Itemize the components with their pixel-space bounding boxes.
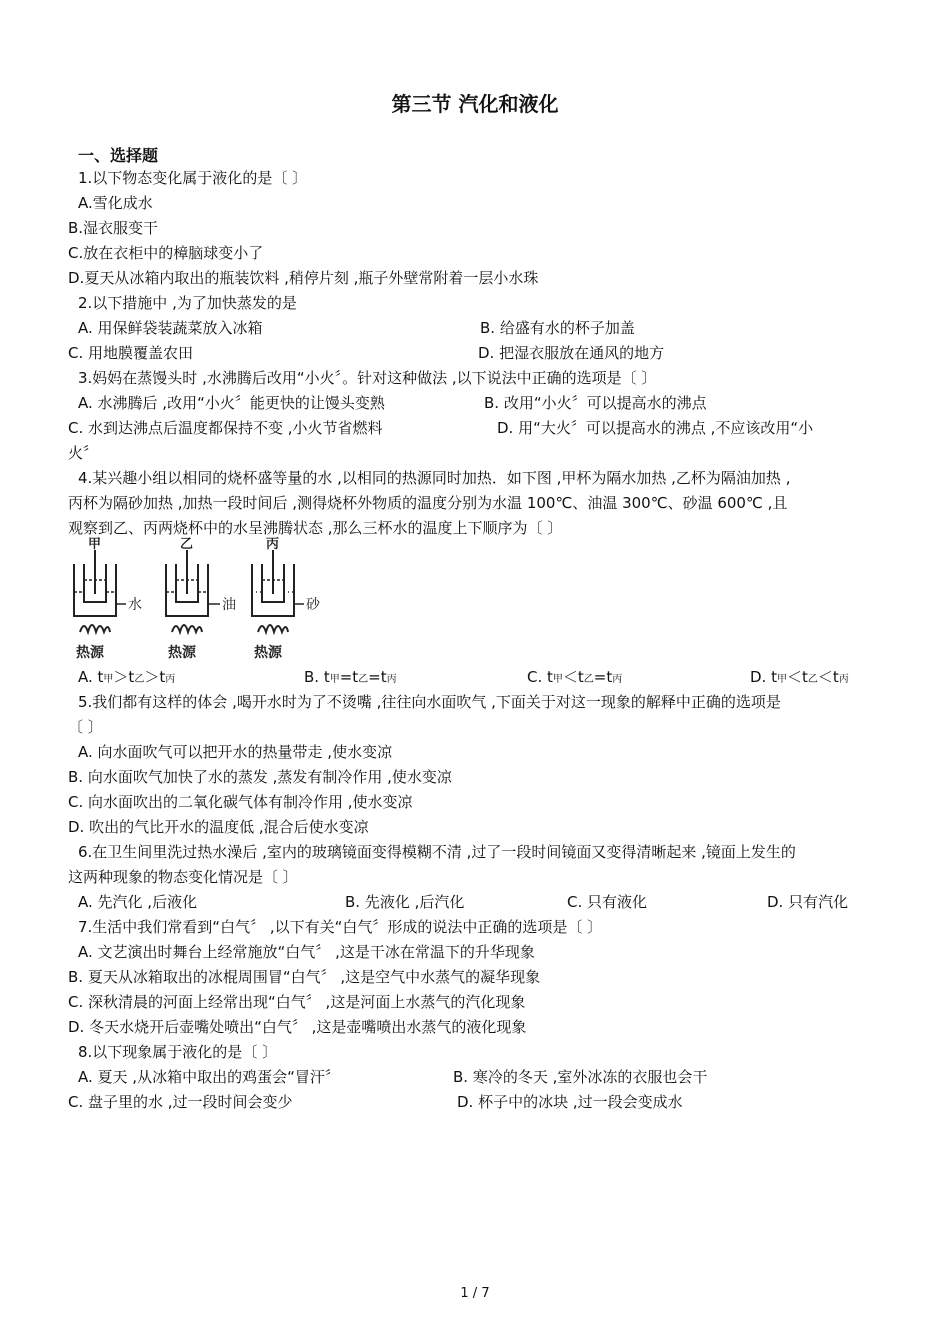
question-5-line-2: 〔 〕 — [68, 718, 103, 736]
question-7-option-d: D. 冬天水烧开后壶嘴处喷出“白气〞 ,这是壶嘴喷出水蒸气的液化现象 — [68, 1018, 527, 1036]
heat-source-label: 热源 — [76, 645, 104, 661]
question-8-option-a: A. 夏天 ,从冰箱中取出的鸡蛋会“冒汗〞 — [78, 1068, 340, 1086]
question-6-line-2: 这两种现象的物态变化情况是〔 〕 — [68, 868, 298, 886]
medium-label-water: 水 — [128, 597, 142, 613]
question-2-option-b: B. 给盛有水的杯子加盖 — [480, 319, 635, 337]
question-1-stem: 1.以下物态变化属于液化的是〔 〕 — [78, 169, 308, 187]
question-1-option-c: C.放在衣柜中的樟脑球变小了 — [68, 244, 264, 262]
question-7-option-a: A. 文艺演出时舞台上经常施放“白气〞 ,这是干冰在常温下的升华现象 — [78, 943, 535, 961]
question-4-option-d: D. t甲＜t乙＜t丙 — [750, 668, 849, 686]
beaker-figure — [70, 536, 340, 664]
beaker-label-yi: 乙 — [180, 537, 194, 552]
question-2-stem: 2.以下措施中 ,为了加快蒸发的是 — [78, 294, 297, 312]
question-4-line-1: 4.某兴趣小组以相同的烧杯盛等量的水 ,以相同的热源同时加热．如下图 ,甲杯为隔水加热 ,乙杯为隔油加热 , — [78, 469, 791, 487]
question-5-option-c: C. 向水面吹出的二氧化碳气体有制冷作用 ,使水变凉 — [68, 793, 413, 811]
question-5-line-1: 5.我们都有这样的体会 ,喝开水时为了不烫嘴 ,往往向水面吹气 ,下面关于对这一现象的解释中正确的选项是 — [78, 693, 781, 711]
question-3-option-a: A. 水沸腾后 ,改用“小火〞能更快的让馒头变熟 — [78, 394, 385, 412]
question-4-line-3: 观察到乙、丙两烧杯中的水呈沸腾状态 ,那么三杯水的温度上下顺序为〔 〕 — [68, 519, 563, 537]
page-number: 1 / 7 — [460, 1286, 490, 1301]
question-7-option-b: B. 夏天从冰箱取出的冰棍周围冒“白气〞 ,这是空气中水蒸气的凝华现象 — [68, 968, 541, 986]
question-3-option-d-cont: 火〞 — [68, 444, 99, 462]
question-1-option-d: D.夏天从冰箱内取出的瓶装饮料 ,稍停片刻 ,瓶子外壁常附着一层小水珠 — [68, 269, 539, 287]
question-2-option-c: C. 用地膜覆盖农田 — [68, 344, 194, 362]
question-6-option-d: D. 只有汽化 — [767, 893, 849, 911]
question-8-option-d: D. 杯子中的冰块 ,过一段会变成水 — [457, 1093, 683, 1111]
question-1-option-a: A.雪化成水 — [78, 194, 153, 212]
question-6-line-1: 6.在卫生间里洗过热水澡后 ,室内的玻璃镜面变得模糊不清 ,过了一段时间镜面又变得清晰起来 ,镜面上发生的 — [78, 843, 796, 861]
question-6-option-c: C. 只有液化 — [567, 893, 648, 911]
question-4-line-2: 丙杯为隔砂加热 ,加热一段时间后 ,测得烧杯外物质的温度分别为水温 100℃、油温 300℃、砂温 600℃ ,且 — [68, 494, 788, 512]
question-8-stem: 8.以下现象属于液化的是〔 〕 — [78, 1043, 278, 1061]
question-5-option-b: B. 向水面吹气加快了水的蒸发 ,蒸发有制冷作用 ,使水变凉 — [68, 768, 452, 786]
beaker-label-jia: 甲 — [88, 537, 102, 552]
question-8-option-b: B. 寒冷的冬天 ,室外冰冻的衣服也会干 — [453, 1068, 708, 1086]
question-5-option-d: D. 吹出的气比开水的温度低 ,混合后使水变凉 — [68, 818, 369, 836]
section-heading: 一、选择题 — [78, 146, 159, 165]
question-3-option-b: B. 改用“小火〞可以提高水的沸点 — [484, 394, 707, 412]
question-6-option-a: A. 先汽化 ,后液化 — [78, 893, 198, 911]
question-2-option-a: A. 用保鲜袋装蔬菜放入冰箱 — [78, 319, 263, 337]
question-4-option-a: A. t甲＞t乙＞t丙 — [78, 668, 176, 686]
medium-label-oil: 油 — [222, 597, 236, 613]
heat-source-label: 热源 — [168, 645, 196, 661]
beaker-yi — [166, 550, 220, 632]
question-8-option-c: C. 盘子里的水 ,过一段时间会变少 — [68, 1093, 293, 1111]
question-3-stem: 3.妈妈在蒸馒头时 ,水沸腾后改用“小火〞。针对这种做法 ,以下说法中正确的选项是〔 〕 — [78, 369, 657, 387]
beaker-bing — [252, 550, 304, 632]
medium-label-sand: 砂 — [306, 597, 320, 613]
question-3-option-d: D. 用“大火〞可以提高水的沸点 ,不应该改用“小 — [497, 419, 814, 437]
question-4-option-c: C. t甲＜t乙=t丙 — [527, 668, 623, 686]
question-5-option-a: A. 向水面吹气可以把开水的热量带走 ,使水变凉 — [78, 743, 393, 761]
question-1-option-b: B.湿衣服变干 — [68, 219, 159, 237]
question-6-option-b: B. 先液化 ,后汽化 — [345, 893, 465, 911]
beaker-jia — [74, 550, 126, 632]
question-7-stem: 7.生活中我们常看到“白气〞 ,以下有关“白气〞形成的说法中正确的选项是〔 〕 — [78, 918, 603, 936]
question-7-option-c: C. 深秋清晨的河面上经常出现“白气〞 ,这是河面上水蒸气的汽化现象 — [68, 993, 526, 1011]
beaker-label-bing: 丙 — [266, 537, 280, 552]
page-title: 第三节 汽化和液化 — [391, 92, 559, 116]
question-3-option-c: C. 水到达沸点后温度都保持不变 ,小火节省燃料 — [68, 419, 383, 437]
question-2-option-d: D. 把湿衣服放在通风的地方 — [478, 344, 665, 362]
heat-source-label: 热源 — [254, 645, 282, 661]
question-4-option-b: B. t甲=t乙=t丙 — [304, 668, 397, 686]
